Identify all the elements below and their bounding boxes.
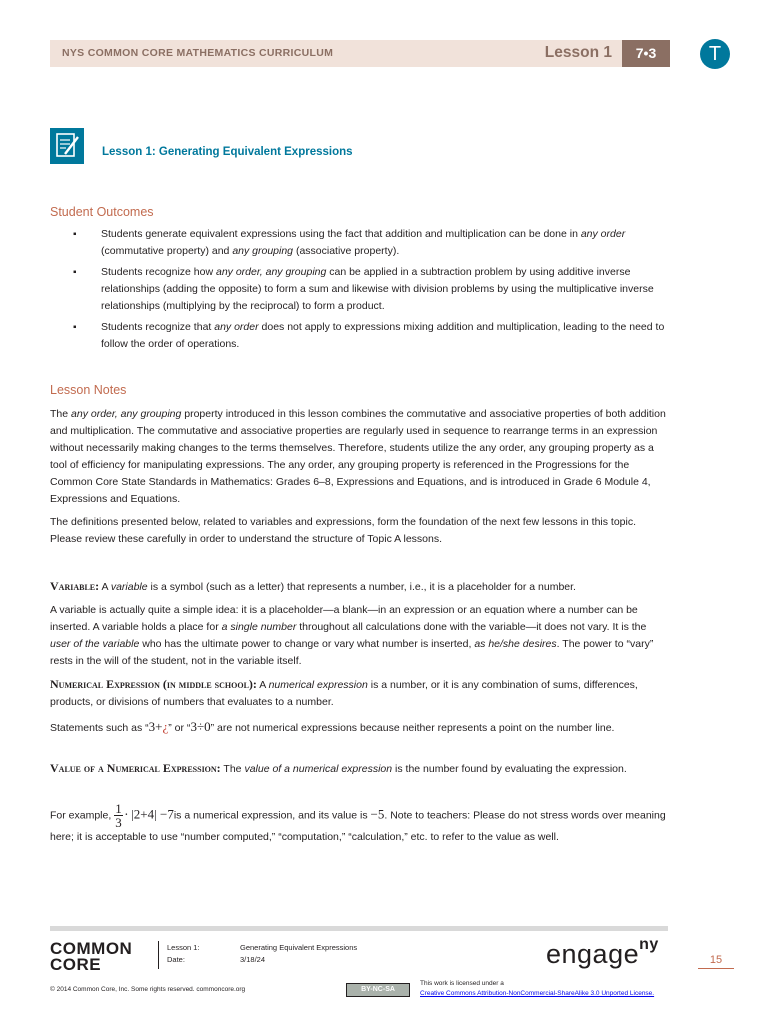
footer-rule (50, 926, 668, 931)
header-lesson: Lesson 1 (544, 44, 612, 61)
value-example: For example, $\frac{1}{3}$ ∙ |2+4| −7is a numerical expression, and its value is −5. Note to teachers: Please do not stress words over meaning here; it is acceptable to use “number computed,” “computation,” “calculation,” etc. to refer to the value as well. (50, 801, 666, 843)
cc-license-badge: BY-NC-SA (346, 983, 410, 997)
license-link[interactable]: Creative Commons Attribution-NonCommercial-ShareAlike 3.0 Unported License. (420, 990, 655, 997)
lesson-notes-heading: Lesson Notes (50, 383, 127, 397)
footer-date-value: 3/18/24 (240, 955, 266, 964)
statements-example: Statements such as “3+¿” or “3÷0” are not numerical expressions because neither represents a point on the number line. (50, 719, 615, 734)
list-item: ▪ Students recognize that any order does not apply to expressions mixing addition and multiplication, leading to the need to follow the order of operations. (73, 319, 673, 353)
footer-date-label: Date: (167, 955, 185, 964)
engageny-logo: engage$^{ny}$ (546, 936, 659, 969)
curriculum-title: NYS COMMON CORE MATHEMATICS CURRICULUM (62, 47, 334, 59)
header-band (50, 40, 670, 67)
copyright: © 2014 Common Core, Inc. Some rights reserved. commoncore.org (50, 986, 246, 993)
variable-definition: Variable: A variable is a symbol (such as a letter) that represents a number, i.e., it is a placeholder for a number. (50, 579, 576, 593)
lesson-notes-paragraph-2: The definitions presented below, related to variables and expressions, form the foundation of the next few lessons in this topic. Please review these carefully in order to understand the structure of Topic A lessons. (50, 516, 637, 545)
footer-divider (158, 941, 159, 969)
footer-lesson-value: Generating Equivalent Expressions (240, 943, 358, 952)
outcomes-list (73, 226, 673, 357)
lesson-title: Lesson 1: Generating Equivalent Expressions (102, 146, 353, 158)
lesson-notepad-icon (50, 128, 84, 164)
teacher-badge: T (700, 39, 730, 69)
module-badge: 7•3 (622, 40, 670, 67)
footer-lesson-label: Lesson 1: (167, 943, 200, 952)
list-item: ▪ Students recognize how any order, any grouping can be applied in a subtraction problem by using additive inverse relationships (adding the opposite) to form a sum and likewise with division problems by using the multiplicative inverse relationships (multiplying by the reciprocal) to form a product. (73, 264, 673, 315)
license-text: This work is licensed under a (420, 980, 504, 987)
numerical-expression-definition: Numerical Expression (in middle school): A numerical expression is a number, or it is any combination of sums, differences, products, or divisions of numbers that evaluates to a number. (50, 677, 638, 708)
student-outcomes-heading: Student Outcomes (50, 205, 154, 219)
common-core-logo: COMMON CORE (50, 939, 133, 974)
value-definition: Value of a Numerical Expression: The value of a numerical expression is the number found by evaluating the expression. (50, 761, 627, 775)
variable-explanation: A variable is actually quite a simple idea: it is a placeholder—a blank—in an expression or an equation where a number can be inserted. A variable holds a place for a single number throughout all calculations done with the variable—it does not vary. It is the user of the variable who has the ultimate power to change or vary what number is inserted, as he/she desires. The power to “vary” rests in the will of the student, not in the variable itself. (50, 604, 654, 667)
lesson-notes-paragraph-1: The any order, any grouping property introduced in this lesson combines the commutative and associative properties of both addition and multiplication. The commutative and associative properties are regularly used in sequence to rearrange terms in an expression without necessarily making changes to the terms themselves. Therefore, students utilize the any order, any grouping property as a tool of efficiency for manipulating expressions. The any order, any grouping property is referenced in the Progressions for the Common Core State Standards in Mathematics: Grades 6–8, Expressions and Equations, and is introduced in Grade 6 Module 4, Expressions and Equations. (50, 408, 666, 505)
list-item: ▪ Students generate equivalent expressions using the fact that addition and multiplication can be done in any order (commutative property) and any grouping (associative property). (73, 226, 673, 260)
page-number: 15 (698, 954, 734, 969)
